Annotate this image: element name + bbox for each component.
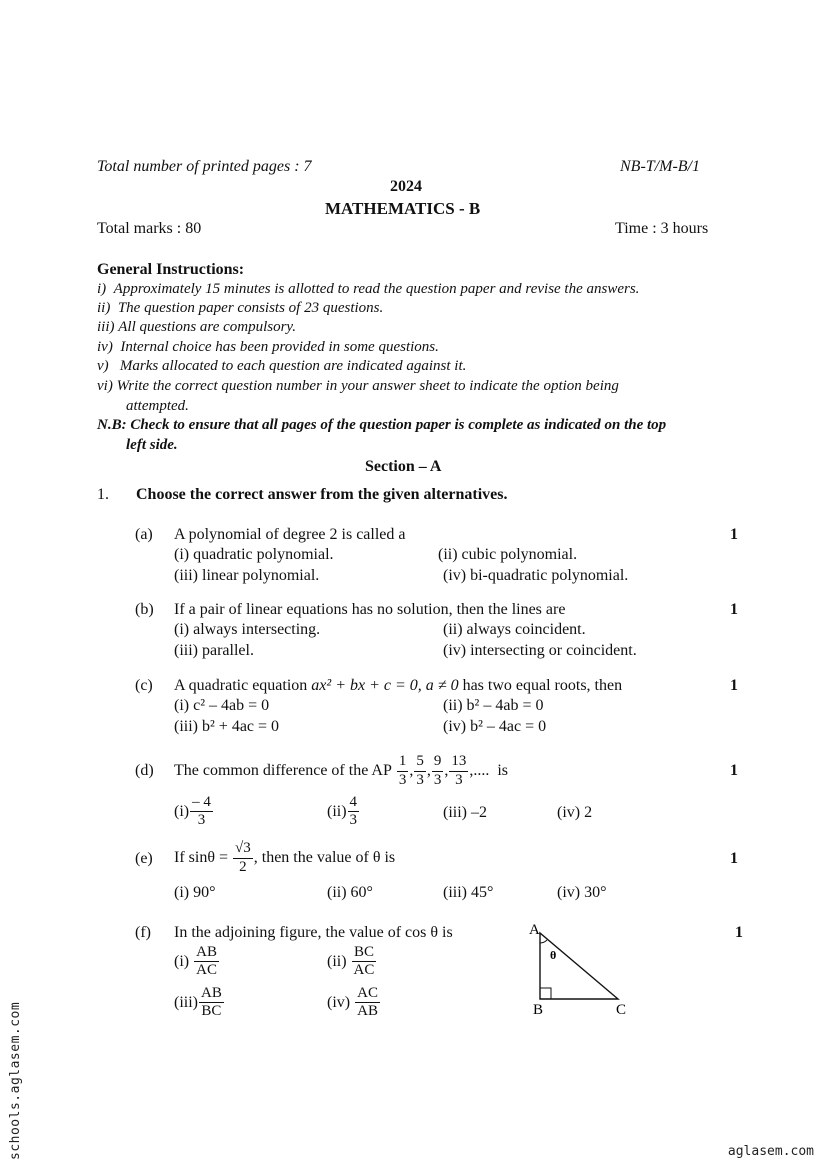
q-e-option-3: (iii) 45° bbox=[443, 884, 494, 901]
q-f-option-1: (i) $\frac{AB}{AC}$ bbox=[174, 944, 217, 979]
q-c-option-3: (iii) b² + 4ac = 0 bbox=[174, 718, 280, 735]
right-angle-marker bbox=[540, 988, 551, 999]
q-b-label: (b) bbox=[135, 601, 154, 618]
q-f-option-2: (ii) $\frac{BC}{AC}$ bbox=[327, 944, 375, 979]
triangle-figure bbox=[520, 915, 640, 1020]
q-c-option-1: (i) c² – 4ab = 0 bbox=[174, 697, 270, 714]
q-d-option-4: (iv) 2 bbox=[557, 804, 593, 821]
instructions-title: General Instructions: bbox=[97, 261, 245, 278]
q-a-option-4: (iv) bi-quadratic polynomial. bbox=[443, 567, 629, 584]
q-c-option-4: (iv) b² – 4ac = 0 bbox=[443, 718, 547, 735]
q-a-option-3: (iii) linear polynomial. bbox=[174, 567, 320, 584]
q-b-mark: 1 bbox=[730, 601, 738, 618]
q-e-text: If sinθ = $\frac{√3}{2}$ , then the value of θ is bbox=[174, 840, 396, 875]
instruction-6: vi) Write the correct question number in your answer sheet to indicate the option being bbox=[97, 378, 619, 394]
q-b-option-2: (ii) always coincident. bbox=[443, 621, 586, 638]
q-e-mark: 1 bbox=[730, 850, 738, 867]
ap-term-4: $\frac{13}{3}$ bbox=[451, 753, 467, 788]
paper-code: NB-T/M-B/1 bbox=[620, 158, 700, 175]
nb-note-cont: left side. bbox=[126, 437, 178, 453]
instruction-4: iv) Internal choice has been provided in some questions. bbox=[97, 339, 439, 355]
q-d-label: (d) bbox=[135, 762, 154, 779]
q-a-text: A polynomial of degree 2 is called a bbox=[174, 526, 406, 543]
q-f-option-4: (iv) $\frac{AC}{AB}$ bbox=[327, 985, 378, 1020]
ap-term-1: $\frac{1}{3}$ bbox=[398, 753, 407, 788]
q-d-text: The common difference of the AP $\frac{1}{3}$ , $\frac{5}{3}$ , $\frac{9}{3}$ , $\frac{13}{3}$ ,.... is bbox=[174, 753, 509, 788]
q-c-option-2: (ii) b² – 4ab = 0 bbox=[443, 697, 544, 714]
q-e-label: (e) bbox=[135, 850, 153, 867]
instruction-2: ii) The question paper consists of 23 questions. bbox=[97, 300, 384, 316]
q-d-option-2: (ii) $\frac{4}{3}$ bbox=[327, 794, 358, 829]
q-f-label: (f) bbox=[135, 924, 151, 941]
instruction-5: v) Marks allocated to each question are indicated against it. bbox=[97, 358, 467, 374]
vertex-b: B bbox=[533, 1002, 544, 1018]
time-allowed: Time : 3 hours bbox=[615, 220, 709, 237]
q-b-option-1: (i) always intersecting. bbox=[174, 621, 321, 638]
side-watermark: schools.aglasem.com bbox=[8, 1001, 23, 1160]
q-d-option-3: (iii) –2 bbox=[443, 804, 487, 821]
q-b-text: If a pair of linear equations has no solution, then the lines are bbox=[174, 601, 566, 618]
q-a-label: (a) bbox=[135, 526, 153, 543]
q-b-option-3: (iii) parallel. bbox=[174, 642, 254, 659]
instruction-1: i) Approximately 15 minutes is allotted to read the question paper and revise the answers. bbox=[97, 281, 640, 297]
q-f-mark: 1 bbox=[735, 924, 743, 941]
q-e-option-2: (ii) 60° bbox=[327, 884, 373, 901]
angle-theta: θ bbox=[550, 948, 557, 962]
vertex-c: C bbox=[616, 1002, 627, 1018]
bottom-watermark: aglasem.com bbox=[727, 1144, 814, 1159]
q-a-mark: 1 bbox=[730, 526, 738, 543]
ap-term-3: $\frac{9}{3}$ bbox=[433, 753, 442, 788]
q-e-option-1: (i) 90° bbox=[174, 884, 216, 901]
instruction-3: iii) All questions are compulsory. bbox=[97, 319, 297, 335]
instruction-6-cont: attempted. bbox=[126, 398, 189, 414]
nb-note: N.B: Check to ensure that all pages of the question paper is complete as indicated on the top bbox=[97, 417, 667, 433]
q-d-option-1: (i) $\frac{- 4}{3}$ bbox=[174, 794, 211, 829]
q-c-equation: ax² + bx + c = 0, a ≠ 0 bbox=[311, 677, 459, 694]
total-marks: Total marks : 80 bbox=[97, 220, 202, 237]
ap-term-2: $\frac{5}{3}$ bbox=[416, 753, 424, 788]
triangle-abc bbox=[540, 933, 618, 999]
q-c-mark: 1 bbox=[730, 677, 738, 694]
q-f-option-3: (iii) $\frac{AB}{BC}$ bbox=[174, 985, 222, 1020]
question-title: Choose the correct answer from the given alternatives. bbox=[136, 486, 508, 503]
q-a-option-2: (ii) cubic polynomial. bbox=[438, 546, 578, 563]
year: 2024 bbox=[390, 178, 422, 195]
q-c-text: A quadratic equation ax² + bx + c = 0, a ≠ 0 has two equal roots, then bbox=[174, 677, 623, 694]
printed-pages: Total number of printed pages : 7 bbox=[97, 158, 312, 175]
q-c-label: (c) bbox=[135, 677, 153, 694]
q-b-option-4: (iv) intersecting or coincident. bbox=[443, 642, 637, 659]
section-heading: Section – A bbox=[365, 458, 442, 475]
question-number: 1. bbox=[97, 486, 109, 503]
q-e-option-4: (iv) 30° bbox=[557, 884, 607, 901]
q-a-option-1: (i) quadratic polynomial. bbox=[174, 546, 334, 563]
subject-title: MATHEMATICS - B bbox=[325, 199, 481, 218]
q-d-mark: 1 bbox=[730, 762, 738, 779]
q-f-text: In the adjoining figure, the value of cos θ is bbox=[174, 924, 453, 941]
angle-arc bbox=[540, 940, 547, 943]
vertex-a: A bbox=[529, 922, 540, 938]
